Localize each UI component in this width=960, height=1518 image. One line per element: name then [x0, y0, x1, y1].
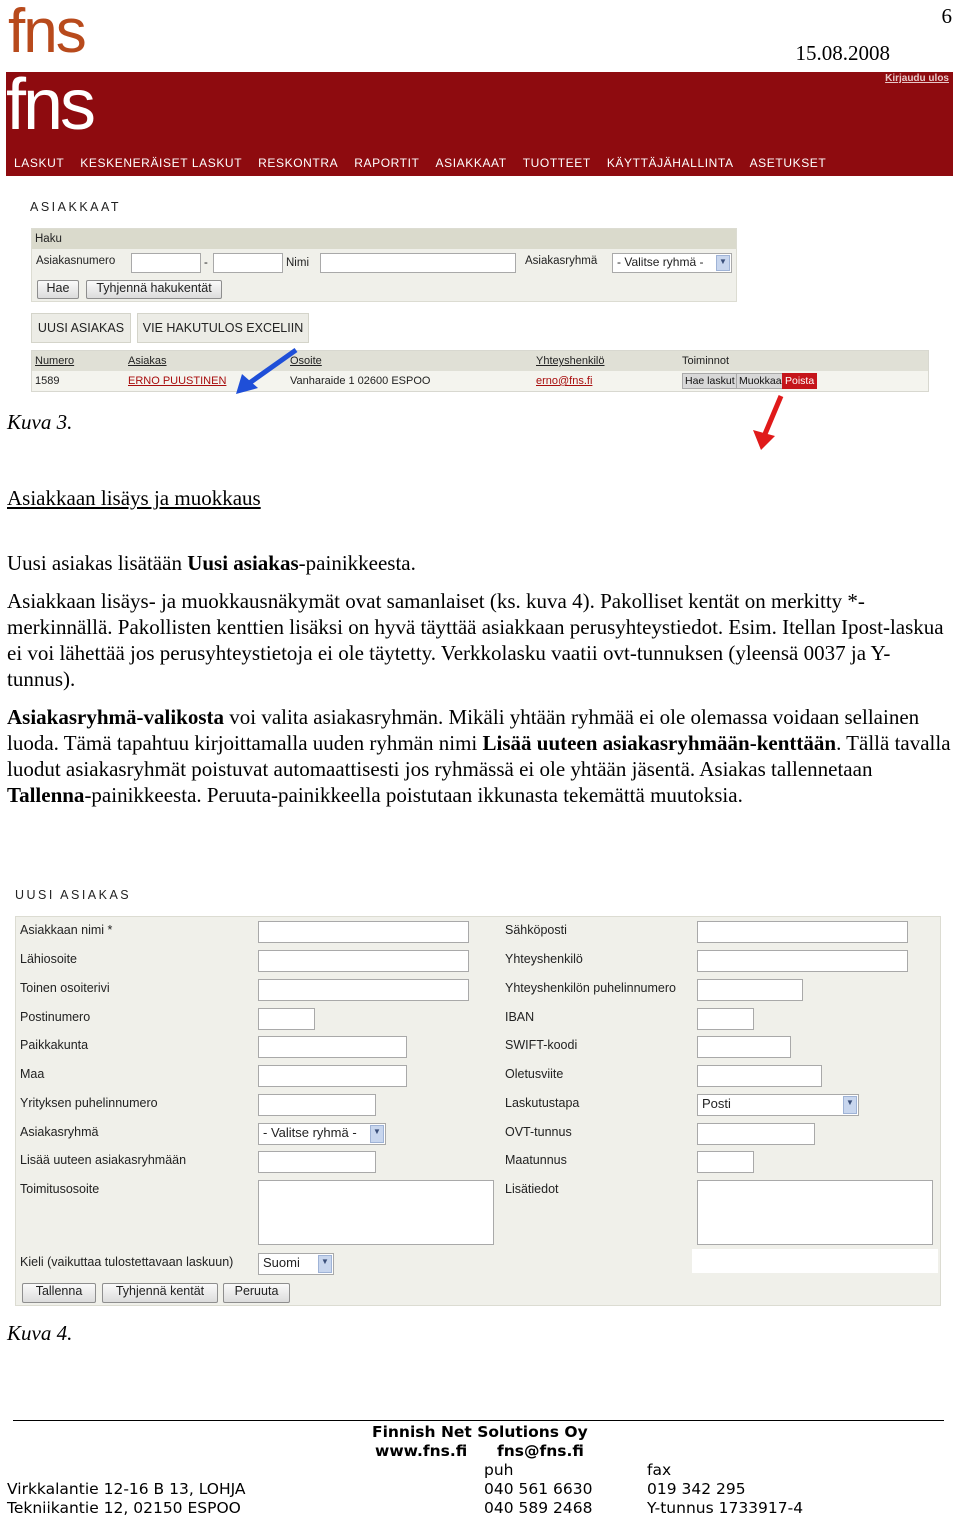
chevron-down-icon: ▼ — [843, 1096, 857, 1114]
nav-item-laskut[interactable]: LASKUT — [14, 156, 65, 170]
footer-website: www.fns.fi — [375, 1442, 468, 1460]
chevron-down-icon: ▼ — [716, 255, 730, 271]
iban-input[interactable] — [697, 1008, 754, 1030]
customer-number-to-input[interactable] — [213, 253, 283, 273]
row-contact-link[interactable]: erno@fns.fi — [536, 375, 593, 387]
table-row — [32, 371, 928, 391]
logout-link[interactable]: Kirjaudu ulos — [885, 73, 949, 84]
delete-button[interactable]: Poista — [782, 373, 817, 389]
language-label: Kieli (vaikuttaa tulostettavaan laskuun) — [20, 1255, 234, 1269]
iban-label: IBAN — [505, 1010, 535, 1024]
nav-item-keskeneraiset-laskut[interactable]: KESKENERÄISET LASKUT — [80, 156, 243, 170]
country-code-input[interactable] — [697, 1151, 754, 1173]
group-label: Asiakasryhmä — [525, 255, 598, 267]
nav-item-raportit[interactable]: RAPORTIT — [354, 156, 420, 170]
blank-area — [692, 1249, 938, 1273]
nav-item-reskontra[interactable]: RESKONTRA — [258, 156, 339, 170]
customer-group-select-value: - Valitse ryhmä - — [263, 1125, 357, 1140]
customer-group-label: Asiakasryhmä — [20, 1125, 99, 1139]
footer-email: fns@fns.fi — [497, 1442, 584, 1460]
figure-caption-4: Kuva 4. — [7, 1321, 73, 1345]
footer-phone-label: puh — [484, 1461, 514, 1479]
range-separator: - — [204, 257, 208, 269]
main-nav — [14, 156, 826, 170]
billing-method-label: Laskutustapa — [505, 1096, 580, 1110]
contact-phone-label: Yhteyshenkilön puhelinnumero — [505, 981, 676, 995]
customer-name-input[interactable] — [258, 921, 469, 943]
new-customer-form — [15, 916, 941, 1306]
contact-person-input[interactable] — [697, 950, 908, 972]
default-reference-input[interactable] — [697, 1065, 822, 1087]
customers-screenshot — [6, 65, 953, 392]
clear-search-button[interactable]: Tyhjennä hakukentät — [86, 280, 222, 299]
street-address-label: Lähiosoite — [20, 952, 77, 966]
language-select[interactable] — [258, 1253, 334, 1275]
country-code-label: Maatunnus — [505, 1153, 567, 1167]
address-line-2-label: Toinen osoiterivi — [20, 981, 110, 995]
group-select[interactable] — [612, 253, 732, 273]
country-input[interactable] — [258, 1065, 407, 1087]
city-label: Paikkakunta — [20, 1038, 89, 1052]
row-address: Vanharaide 1 02600 ESPOO — [290, 375, 431, 387]
fetch-invoices-button[interactable]: Hae laskut — [682, 373, 738, 389]
row-customer-link[interactable]: ERNO PUUSTINEN — [128, 375, 227, 387]
row-number: 1589 — [35, 375, 60, 387]
postal-code-label: Postinumero — [20, 1010, 91, 1024]
footer-address-2: Tekniikantie 12, 02150 ESPOO — [7, 1499, 241, 1517]
customer-number-label: Asiakasnumero — [36, 255, 116, 267]
contact-phone-input[interactable] — [697, 979, 803, 1001]
footer-fax-label: fax — [647, 1461, 672, 1479]
additional-info-label: Lisätiedot — [505, 1182, 559, 1196]
postal-code-input[interactable] — [258, 1008, 315, 1030]
delivery-address-textarea[interactable] — [258, 1180, 494, 1245]
chevron-down-icon: ▼ — [370, 1125, 384, 1143]
contact-person-label: Yhteyshenkilö — [505, 952, 583, 966]
swift-input[interactable] — [697, 1036, 791, 1058]
app-body — [6, 176, 953, 392]
footer-company: Finnish Net Solutions Oy — [372, 1423, 588, 1441]
new-customer-button[interactable]: UUSI ASIAKAS — [31, 313, 131, 343]
fns-logo: fns — [8, 0, 85, 66]
city-input[interactable] — [258, 1036, 407, 1058]
default-reference-label: Oletusviite — [505, 1067, 564, 1081]
column-header-contact[interactable]: Yhteyshenkilö — [536, 355, 605, 367]
edit-button[interactable]: Muokkaa — [736, 373, 785, 389]
save-button[interactable]: Tallenna — [22, 1283, 96, 1303]
swift-label: SWIFT-koodi — [505, 1038, 578, 1052]
new-customer-screenshot — [8, 880, 942, 1308]
billing-method-select-value: Posti — [702, 1096, 731, 1111]
email-label: Sähköposti — [505, 923, 567, 937]
footer-address-1: Virkkalantie 12-16 B 13, LOHJA — [7, 1480, 246, 1498]
country-label: Maa — [20, 1067, 45, 1081]
address-line-2-input[interactable] — [258, 979, 469, 1001]
ovt-id-label: OVT-tunnus — [505, 1125, 572, 1139]
footer-fax: 019 342 295 — [647, 1480, 746, 1498]
clear-fields-button[interactable]: Tyhjennä kentät — [102, 1283, 218, 1303]
customer-name-label: Asiakkaan nimi * — [20, 923, 113, 937]
new-group-input[interactable] — [258, 1151, 376, 1173]
search-button[interactable]: Hae — [37, 280, 79, 299]
document-date: 15.08.2008 — [795, 41, 890, 65]
name-input[interactable] — [320, 253, 516, 273]
column-header-address[interactable]: Osoite — [290, 355, 322, 367]
email-input[interactable] — [697, 921, 908, 943]
language-select-value: Suomi — [263, 1255, 300, 1270]
footer-phone-1: 040 561 6630 — [484, 1480, 593, 1498]
new-group-label: Lisää uuteen asiakasryhmään — [20, 1153, 187, 1167]
paragraph-1: Uusi asiakas lisätään Uusi asiakas-painikkeesta. — [7, 551, 416, 575]
customers-table — [31, 350, 929, 392]
nav-item-asetukset[interactable]: ASETUKSET — [749, 156, 827, 170]
nav-item-asiakkaat[interactable]: ASIAKKAAT — [435, 156, 507, 170]
customer-number-from-input[interactable] — [131, 253, 201, 273]
ovt-id-input[interactable] — [697, 1123, 815, 1145]
delivery-address-label: Toimitusosoite — [20, 1182, 100, 1196]
search-header: Haku — [32, 229, 736, 249]
group-select-value: - Valitse ryhmä - — [617, 255, 704, 269]
name-label: Nimi — [286, 257, 309, 269]
blue-arrow-icon — [232, 346, 302, 398]
paragraph-2: Asiakkaan lisäys- ja muokkausnäkymät ovat samanlaiset (ks. kuva 4). Pakolliset kentät on merkitty *-merkinnällä. Pakollisten kenttien lisäksi on hyvä täyttää asiakkaan perusyhteystiedot. Esim. Itellan Ipost-laskua ei voi lähettää jos perusyhteystietoja ei ole täytetty. Verkkolasku vaatii ovt-tunnuksen (yleensä 0037 ja Y-tunnus). — [7, 589, 944, 691]
customer-group-select[interactable] — [258, 1123, 386, 1145]
column-header-customer[interactable]: Asiakas — [128, 355, 167, 367]
cancel-button[interactable]: Peruuta — [223, 1283, 290, 1303]
section-heading: Asiakkaan lisäys ja muokkaus — [7, 486, 261, 510]
search-panel — [31, 228, 737, 302]
street-address-input[interactable] — [258, 950, 469, 972]
form-title: UUSI ASIAKAS — [15, 888, 132, 902]
red-arrow-icon — [751, 394, 787, 452]
app-header — [6, 65, 953, 176]
export-excel-button[interactable]: VIE HAKUTULOS EXCELIIN — [137, 313, 309, 343]
nav-item-tuotteet[interactable]: TUOTTEET — [522, 156, 591, 170]
column-header-number[interactable]: Numero — [35, 355, 75, 367]
additional-info-textarea[interactable] — [697, 1180, 933, 1245]
paragraph-3: Asiakasryhmä-valikosta voi valita asiakasryhmän. Mikäli yhtään ryhmää ei ole olemassa voidaan sellainen luoda. Tämä tapahtuu kirjoittamalla uuden ryhmän nimi Lisää uuteen asiakasryhmään-kenttään. Tällä tavalla luodut asiakasryhmät poistuvat automaattisesti jos ryhmässä ei ole yhtään jäsentä. Asiakas tallennetaan Tallenna-painikkeesta. Peruuta-painikkeella poistutaan ikkunasta tekemättä muutoksia. — [7, 705, 951, 807]
footer-phone-2: 040 589 2468 — [484, 1499, 593, 1517]
table-header — [32, 351, 928, 371]
company-phone-label: Yrityksen puhelinnumero — [20, 1096, 158, 1110]
company-phone-input[interactable] — [258, 1094, 376, 1116]
footer-business-id: Y-tunnus 1733917-4 — [647, 1499, 804, 1517]
nav-item-kayttajahallinta[interactable]: KÄYTTÄJÄHALLINTA — [606, 156, 734, 170]
column-header-actions: Toiminnot — [682, 355, 730, 367]
page-number: 6 — [941, 4, 952, 28]
chevron-down-icon: ▼ — [318, 1255, 332, 1273]
figure-caption-3: Kuva 3. — [7, 410, 73, 434]
billing-method-select[interactable] — [697, 1094, 859, 1116]
app-logo: fns — [6, 65, 94, 145]
footer-divider — [13, 1420, 944, 1421]
section-title: ASIAKKAAT — [30, 200, 122, 214]
